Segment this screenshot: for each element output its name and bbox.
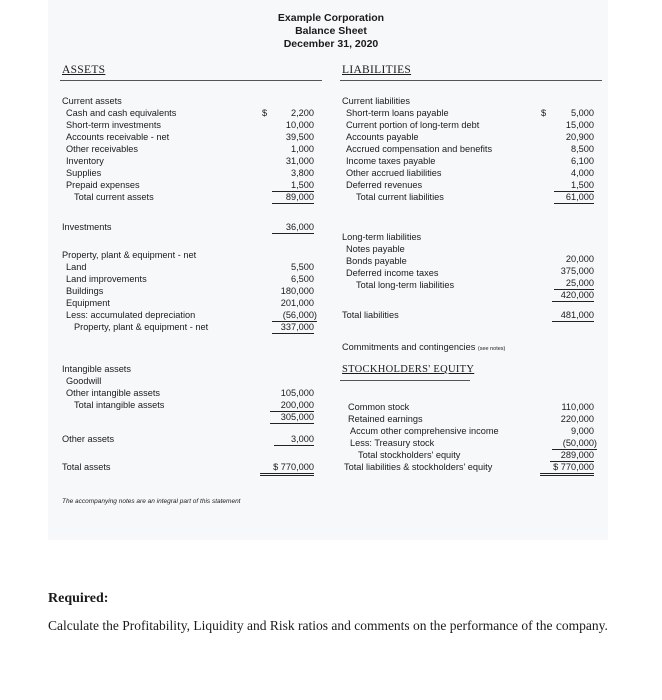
asset-label: Accounts receivable - net: [66, 132, 170, 142]
liability-value: 6,100: [571, 156, 594, 166]
liability-value: 8,500: [571, 144, 594, 154]
total-current-assets-value: 89,000: [272, 192, 314, 204]
statement-date: December 31, 2020: [283, 38, 379, 50]
liability-label: Income taxes payable: [346, 156, 436, 166]
commitments-text: Commitments and contingencies: [342, 342, 476, 352]
liability-label: Other accrued liabilities: [346, 168, 442, 178]
asset-value: 1,000: [291, 144, 314, 154]
asset-label: Prepaid expenses: [66, 180, 140, 190]
intangible-label: Goodwill: [66, 376, 102, 386]
total-lt-liabilities-value: 420,000: [552, 290, 594, 302]
ppe-label: Land improvements: [66, 274, 147, 284]
liability-label: Current portion of long-term debt: [346, 120, 480, 130]
equity-label: Accum other comprehensive income: [350, 426, 499, 436]
total-assets-label: Total assets: [62, 462, 111, 472]
lt-liability-label: Bonds payable: [346, 256, 407, 266]
lt-liability-label: Notes payable: [346, 244, 405, 254]
lt-liability-value: 20,000: [565, 254, 594, 264]
total-current-assets-label: Total current assets: [74, 192, 154, 202]
ppe-value: (56,000): [272, 310, 317, 322]
liabilities-rule: [340, 80, 602, 81]
total-current-liabilities-value: 61,000: [554, 192, 594, 204]
equity-value: 9,000: [571, 426, 594, 436]
asset-value: 39,500: [285, 132, 314, 142]
equity-label: Common stock: [348, 402, 410, 412]
assets-title: ASSETS: [62, 64, 106, 76]
currency-symbol: $: [541, 108, 547, 118]
lt-liabilities-heading: Long-term liabilities: [342, 232, 422, 242]
asset-value: 2,200: [291, 108, 314, 118]
intangible-value: 105,000: [280, 388, 314, 398]
commitments-label: [342, 342, 505, 355]
total-equity-label: Total stockholders' equity: [358, 450, 461, 460]
asset-label: Inventory: [66, 156, 104, 166]
intangible-value: 200,000: [270, 400, 314, 412]
asset-label: Supplies: [66, 168, 102, 178]
other-assets-value: 3,000: [274, 434, 314, 446]
equity-rule: [340, 380, 470, 381]
equity-label: Less: Treasury stock: [350, 438, 435, 448]
equity-value: 110,000: [561, 402, 594, 412]
liability-value: 15,000: [565, 120, 594, 130]
currency-symbol: $: [262, 108, 268, 118]
ppe-value: 201,000: [280, 298, 314, 308]
total-liabilities-value: 481,000: [552, 310, 594, 322]
assets-rule: [60, 80, 322, 81]
balance-sheet-image: [48, 0, 608, 540]
current-assets-heading: Current assets: [62, 96, 122, 106]
ppe-net-value: 337,000: [272, 322, 314, 334]
total-liabilities-equity-value: $ 770,000: [540, 462, 594, 476]
required-heading: Required:: [48, 591, 109, 606]
lt-liability-value: 375,000: [560, 266, 594, 276]
asset-value: 1,500: [272, 180, 314, 192]
total-assets-value: $ 770,000: [260, 462, 314, 476]
ppe-label: Less: accumulated depreciation: [66, 310, 196, 320]
equity-value: (50,000): [552, 438, 597, 450]
lt-liability-label: Deferred income taxes: [346, 268, 439, 278]
total-liabilities-label: Total liabilities: [342, 310, 399, 320]
equity-value: 220,000: [560, 414, 594, 424]
investments-value: 36,000: [272, 222, 314, 234]
ppe-net-label: Property, plant & equipment - net: [74, 322, 209, 332]
liability-label: Accrued compensation and benefits: [346, 144, 493, 154]
ppe-label: Land: [66, 262, 87, 272]
total-intangible-label: Total intangible assets: [74, 400, 165, 410]
investments-label: Investments: [62, 222, 112, 232]
ppe-value: 6,500: [291, 274, 314, 284]
equity-label: Retained earnings: [348, 414, 423, 424]
equity-title: STOCKHOLDERS' EQUITY: [342, 364, 475, 375]
liability-value: 1,500: [554, 180, 594, 192]
liability-value: 5,000: [571, 108, 594, 118]
footnote: The accompanying notes are an integral part of this statement: [62, 498, 241, 505]
ppe-label: Buildings: [66, 286, 104, 296]
other-assets-label: Other assets: [62, 434, 115, 444]
asset-value: 3,800: [291, 168, 314, 178]
total-equity-value: 289,000: [550, 450, 594, 462]
ppe-label: Equipment: [66, 298, 110, 308]
ppe-heading: Property, plant & equipment - net: [62, 250, 197, 260]
asset-value: 31,000: [285, 156, 314, 166]
asset-label: Short-term investments: [66, 120, 161, 130]
commitments-note: (see notes): [477, 346, 506, 352]
lt-liability-value: 25,000: [554, 278, 594, 290]
asset-value: 10,000: [285, 120, 314, 130]
total-lt-liabilities-label: Total long-term liabilities: [356, 280, 455, 290]
total-current-liabilities-label: Total current liabilities: [356, 192, 444, 202]
liability-value: 4,000: [571, 168, 594, 178]
liability-label: Short-term loans payable: [346, 108, 449, 118]
asset-label: Other receivables: [66, 144, 139, 154]
company-name: Example Corporation: [277, 12, 385, 24]
ppe-value: 180,000: [280, 286, 314, 296]
liabilities-title: LIABILITIES: [342, 64, 412, 76]
liability-label: Deferred revenues: [346, 180, 423, 190]
asset-label: Cash and cash equivalents: [66, 108, 177, 118]
intangible-heading: Intangible assets: [62, 364, 131, 374]
liability-value: 20,900: [565, 132, 594, 142]
liability-label: Accounts payable: [346, 132, 419, 142]
ppe-value: 5,500: [291, 262, 314, 272]
total-liabilities-equity-label: Total liabilities & stockholders' equity: [344, 462, 493, 472]
total-intangible-value: 305,000: [270, 412, 314, 424]
intangible-label: Other intangible assets: [66, 388, 160, 398]
current-liabilities-heading: Current liabilities: [342, 96, 410, 106]
statement-title: Balance Sheet: [295, 25, 367, 37]
required-text: Calculate the Profitability, Liquidity and Risk ratios and comments on the performance of the company.: [48, 618, 608, 633]
